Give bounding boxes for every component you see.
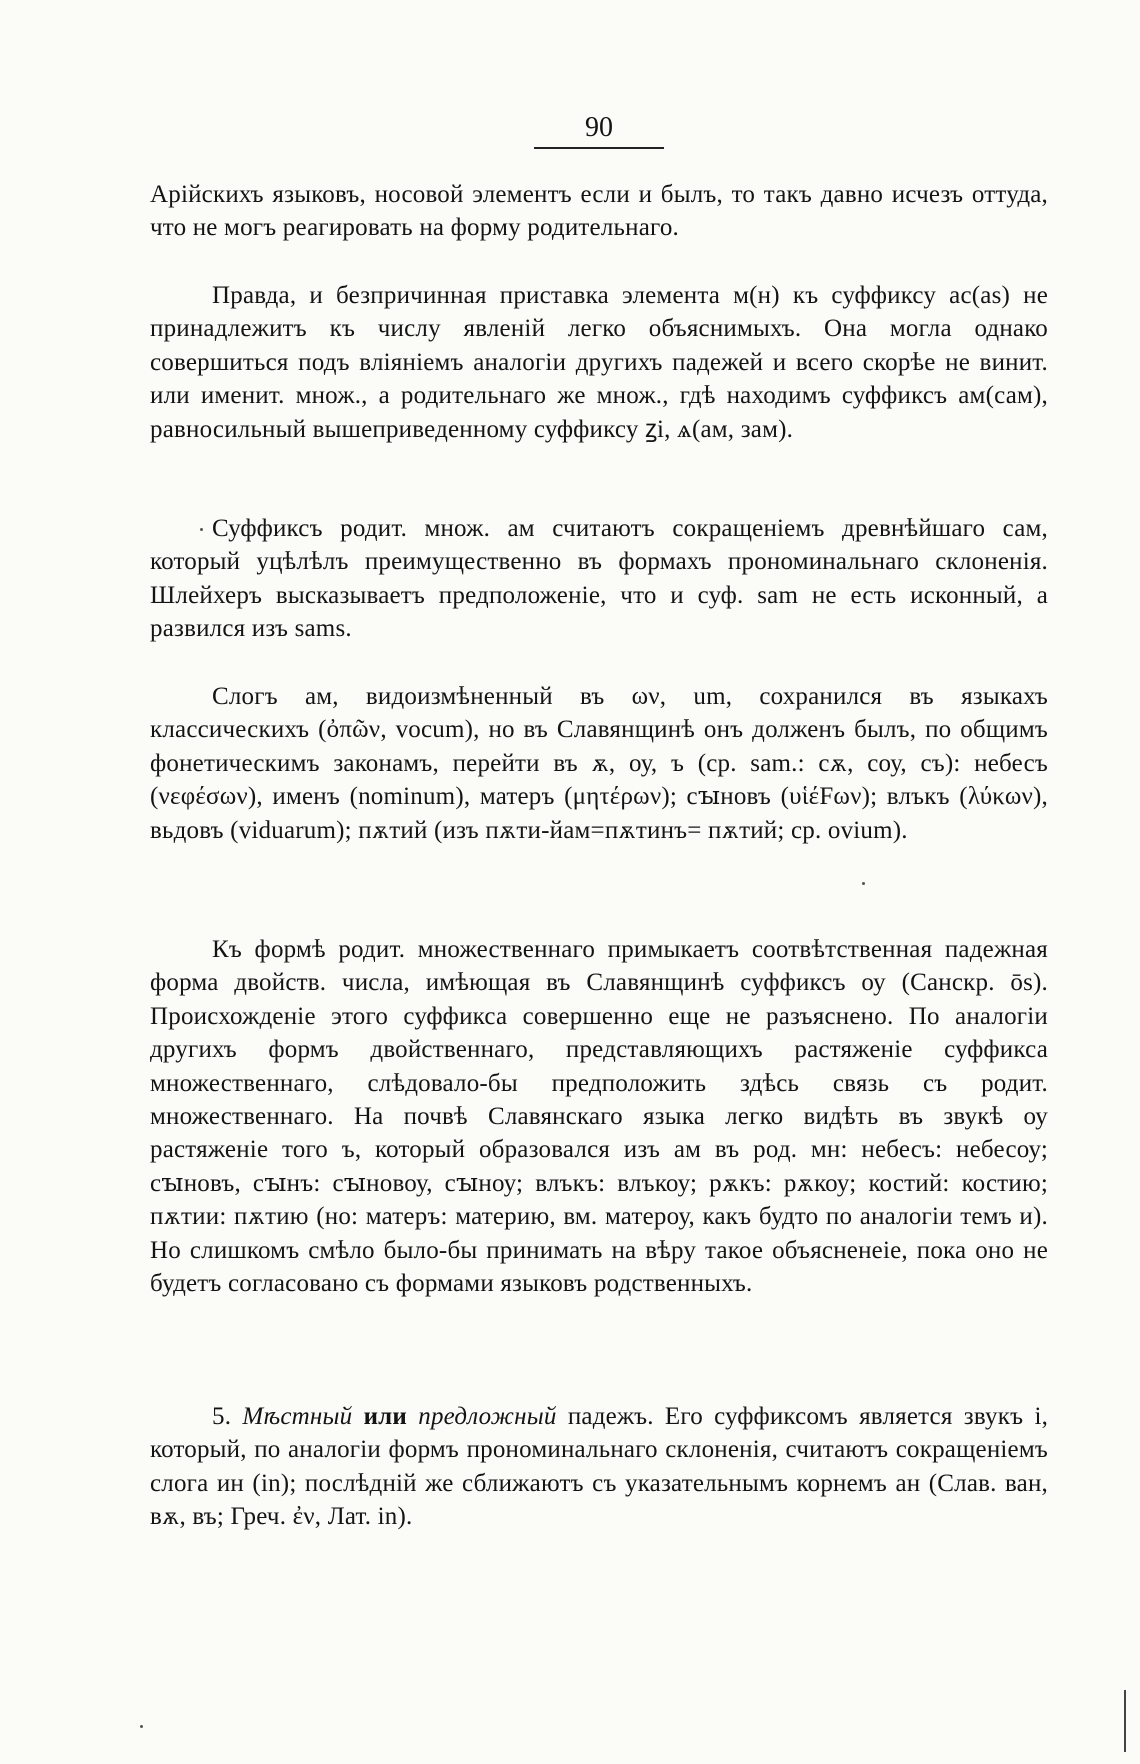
section-number: 5. xyxy=(212,1403,232,1430)
scan-edge-line xyxy=(1124,1690,1126,1752)
paragraph-5: Къ формѣ родит. множественнаго примыкаетъ соотвѣтственная падежная форма двойств. числа, имѣющая въ Славянщинѣ суффиксъ оу (Санскр. ōs). Происхожденіе этого суффикса совершенно еще не разъяснено. По аналогіи другихъ формъ двойственнаго, представляющихъ растяженіе суффикса множественнаго, слѣдовало-бы предположить здѣсь связь съ родит. множественнаго. На почвѣ Славянскаго языка легко видѣть въ звукѣ оу растяженіе того ъ, который образовался изъ ам въ род. мн: небесъ: небесоу; сꙑновъ, сꙑнъ: сꙑновоу, сꙑноу; влъкъ: влъкоу; рѫкъ: рѫкоу; костий: костию; пѫтии: пѫтию (но: матеръ: материю, вм. матероу, какъ будто по аналогіи темъ и). Но слишкомъ смѣло было-бы принимать на вѣру такое объясненеіе, пока оно не будетъ согласовано съ формами языковъ родственныхъ. xyxy=(150,936,1048,1298)
print-speck xyxy=(862,882,865,885)
section-body: падежъ. Его суффиксомъ является звукъ і, который, по аналогіи формъ прономинальнаго склоненія, считаютъ сокращеніемъ слога ин (in); послѣдній же сближаютъ съ указательнымъ корнемъ ан (Слав. ван, вѫ, въ; Греч. ἐν, Лат. in). xyxy=(150,1403,1049,1531)
paragraph-3: Суффиксъ родит. множ. ам считаютъ сокращеніемъ древнѣйшаго сам, который уцѣлѣлъ преимущественно въ формахъ прономинальнаго склоненія. Шлейхеръ высказываетъ предположеніе, что и суф. sam не есть исконный, а развился изъ sams. xyxy=(150,515,1048,643)
section-connector: или xyxy=(363,1403,408,1430)
print-speck xyxy=(140,1725,143,1728)
paragraph-1: Арійскихъ языковъ, носовой элементъ если и былъ, то такъ давно исчезъ оттуда, что не могъ реагировать на форму родительнаго. xyxy=(150,181,1048,242)
print-speck xyxy=(200,528,203,531)
paragraph-4: Слогъ ам, видоизмѣненный въ ων, um, сохранился въ языкахъ классическихъ (ὀπῶν, vocum), но въ Славянщинѣ онъ долженъ былъ, по общимъ фонетическимъ законамъ, перейти въ ѫ, оу, ъ (ср. sam.: сѫ, соу, съ): небесъ (νεφέσων), именъ (nominum), матеръ (μητέρων); сꙑновъ (υἱέFων); влъкъ (λύκων), вьдовъ (viduarum); пѫтий (изъ пѫти-йам=пѫтинъ= пѫтий; ср. ovium). xyxy=(150,683,1048,844)
section-term-prepositional: предложный xyxy=(418,1403,557,1430)
paragraph-2: Правда, и безпричинная приставка элемента м(н) къ суффиксу ас(as) не принадлежитъ къ числу явленій легко объяснимыхъ. Она могла однако совершиться подъ вліяніемъ аналогіи другихъ падежей и всего скорѣе не винит. или именит. множ., а родительнаго же множ., гдѣ находимъ суффиксъ ам(сам), равносильный вышеприведенному суффиксу ꙁі, ѧ(ам, зам). xyxy=(150,282,1048,443)
section-term-locative: Мѣстный xyxy=(242,1403,353,1430)
page-number: 90 xyxy=(534,113,664,149)
paragraph-6-section-5 xyxy=(150,1400,1048,1534)
